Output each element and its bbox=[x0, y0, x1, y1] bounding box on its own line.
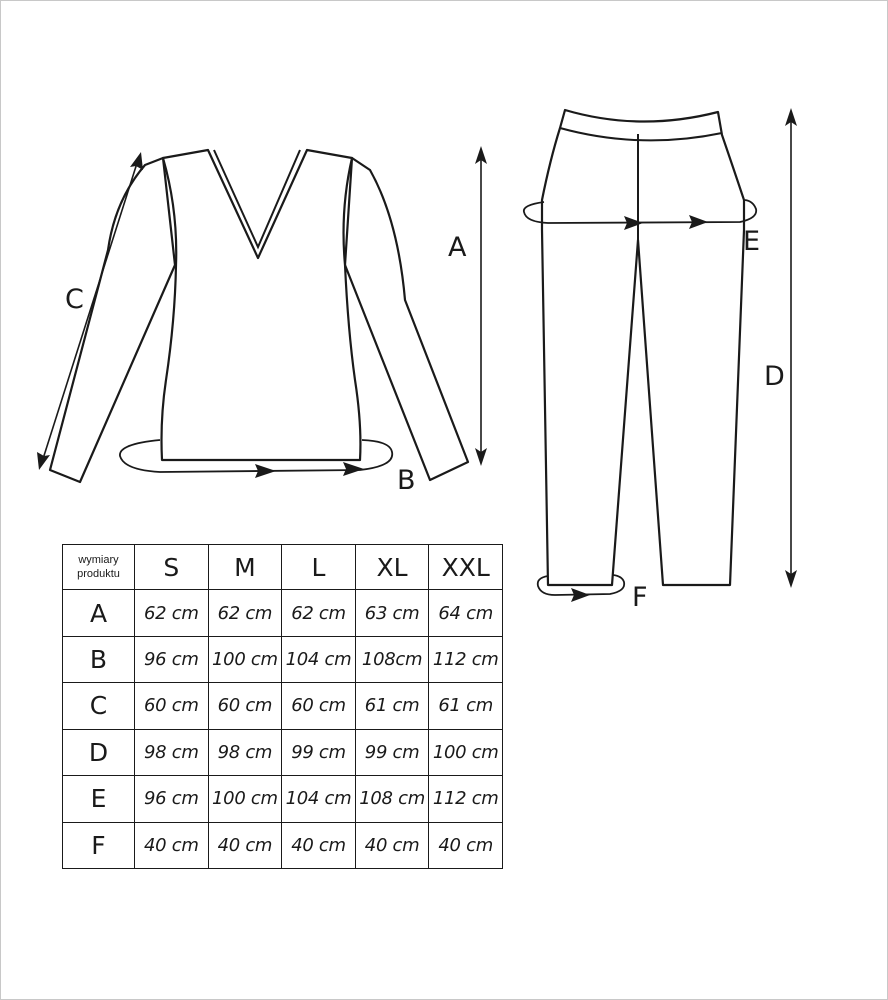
table-cell: 61 cm bbox=[355, 683, 429, 729]
pants-outline bbox=[542, 110, 744, 585]
table-cell: 62 cm bbox=[282, 590, 356, 636]
corner-line-1: wymiary bbox=[78, 554, 119, 567]
table-cell: 98 cm bbox=[135, 729, 209, 775]
table-cell: 62 cm bbox=[208, 590, 282, 636]
table-cell: 100 cm bbox=[208, 636, 282, 682]
table-cell: 61 cm bbox=[429, 683, 503, 729]
size-header-s: S bbox=[135, 545, 209, 590]
row-key: A bbox=[63, 590, 135, 636]
measure-a bbox=[475, 146, 487, 466]
table-row-b bbox=[63, 636, 503, 682]
label-e: E bbox=[743, 226, 761, 257]
corner-line-2: produktu bbox=[77, 568, 120, 581]
table-cell: 60 cm bbox=[282, 683, 356, 729]
label-c: C bbox=[65, 284, 84, 315]
table-corner-header bbox=[63, 545, 135, 590]
table-cell: 100 cm bbox=[429, 729, 503, 775]
label-a: A bbox=[448, 232, 467, 263]
size-header-m: M bbox=[208, 545, 282, 590]
table-cell: 40 cm bbox=[135, 822, 209, 868]
table-cell: 60 cm bbox=[208, 683, 282, 729]
row-key: E bbox=[63, 776, 135, 822]
row-key: D bbox=[63, 729, 135, 775]
table-cell: 40 cm bbox=[282, 822, 356, 868]
table-row-d bbox=[63, 729, 503, 775]
table-cell: 108 cm bbox=[355, 776, 429, 822]
table-cell: 99 cm bbox=[282, 729, 356, 775]
table-cell: 40 cm bbox=[429, 822, 503, 868]
table-cell: 112 cm bbox=[429, 776, 503, 822]
top-body bbox=[162, 150, 361, 460]
table-cell: 108cm bbox=[355, 636, 429, 682]
table-cell: 104 cm bbox=[282, 776, 356, 822]
top-garment bbox=[50, 150, 468, 482]
top-right-sleeve bbox=[345, 158, 468, 480]
pants-garment bbox=[542, 110, 744, 585]
size-header-xl: XL bbox=[355, 545, 429, 590]
row-key: F bbox=[63, 822, 135, 868]
size-header-xxl: XXL bbox=[429, 545, 503, 590]
table-cell: 112 cm bbox=[429, 636, 503, 682]
label-d: D bbox=[764, 361, 785, 392]
table-cell: 40 cm bbox=[208, 822, 282, 868]
top-left-sleeve bbox=[50, 158, 175, 482]
table-row-c bbox=[63, 683, 503, 729]
table-cell: 40 cm bbox=[355, 822, 429, 868]
label-f: F bbox=[632, 582, 648, 613]
table-cell: 104 cm bbox=[282, 636, 356, 682]
measure-d bbox=[785, 108, 797, 588]
table-row-e bbox=[63, 776, 503, 822]
table-cell: 63 cm bbox=[355, 590, 429, 636]
table-cell: 96 cm bbox=[135, 776, 209, 822]
table-cell: 100 cm bbox=[208, 776, 282, 822]
table-cell: 99 cm bbox=[355, 729, 429, 775]
row-key: B bbox=[63, 636, 135, 682]
label-b: B bbox=[397, 465, 416, 496]
table-cell: 60 cm bbox=[135, 683, 209, 729]
table-row-a bbox=[63, 590, 503, 636]
row-key: C bbox=[63, 683, 135, 729]
table-cell: 96 cm bbox=[135, 636, 209, 682]
table-row-f bbox=[63, 822, 503, 868]
table-cell: 64 cm bbox=[429, 590, 503, 636]
size-header-l: L bbox=[282, 545, 356, 590]
table-cell: 98 cm bbox=[208, 729, 282, 775]
table-cell: 62 cm bbox=[135, 590, 209, 636]
table-header-row bbox=[63, 545, 503, 590]
size-table bbox=[62, 544, 503, 869]
